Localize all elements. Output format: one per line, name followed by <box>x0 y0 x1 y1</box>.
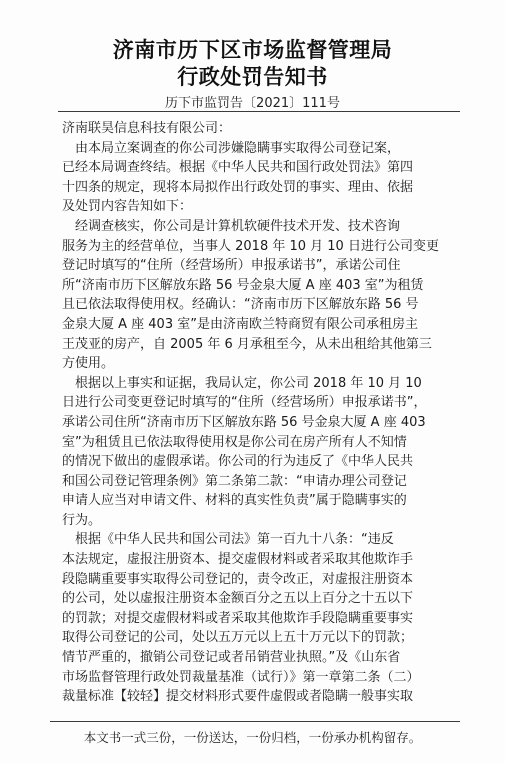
body-line: 所“济南市历下区解放东路 56 号金泉大厦 A 座 403 室”为租赁 <box>62 277 424 293</box>
body-line: 和国公司登记管理条例》第二条第二款：“申请办理公司登记 <box>62 473 407 489</box>
body-line: 根据以上事实和证据，我局认定，你公司 2018 年 10 月 10 <box>62 375 422 391</box>
body-line: 金泉大厦 A 座 403 室”是由济南欧兰特商贸有限公司承租房主 <box>62 316 418 332</box>
notice-body <box>62 119 462 707</box>
body-line: 的罚款；对提交虚假材料或者采取其他欺诈手段隐瞒重要事实 <box>62 610 414 626</box>
body-line: 的情况下做出的虚假承诺。你公司的行为违反了《中华人民共 <box>62 454 414 470</box>
body-line: 日进行公司变更登记时填写的“住所（经营场所）申报承诺书”， <box>62 395 427 411</box>
document-number: 历下市监罚告〔2021〕111号 <box>165 96 340 111</box>
issuing-authority-title: 济南市历下区市场监督管理局 <box>112 37 393 62</box>
body-line: 经调查核实，你公司是计算机软硬件技术开发、技术咨询 <box>62 218 401 234</box>
body-line: 市场监督管理行政处罚裁量基准（试行）》第一章第二条（二） <box>62 669 420 685</box>
body-line: 方使用。 <box>62 356 115 372</box>
footer-divider <box>50 721 460 722</box>
body-line: 根据《中华人民共和国公司法》第一百九十八条：“违反 <box>62 532 394 548</box>
body-line: 登记时填写的“住所（经营场所）申报承诺书”，承诺公司住 <box>62 258 401 274</box>
footer-note: 本文书一式三份，一份送达，一份归档，一份承办机构留存。 <box>83 730 422 745</box>
body-line: 情节严重的，撤销公司登记或者吊销营业执照。”及《山东省 <box>62 650 401 666</box>
body-line: 已经本局调查终结。根据《中华人民共和国行政处罚法》第四 <box>62 160 414 176</box>
body-line: 及处罚内容告知如下： <box>62 199 193 215</box>
body-line: 裁量标准【较轻】提交材料形式要件虚假或者隐瞒一般事实取 <box>62 689 414 705</box>
body-line: 十四条的规定，现将本局拟作出行政处罚的事实、理由、依据 <box>62 179 414 195</box>
body-line: 由本局立案调查的你公司涉嫌隐瞒事实取得公司登记案， <box>62 140 401 156</box>
body-line: 段隐瞒重要事实取得公司登记的，责令改正，对虚报注册资本 <box>62 571 414 587</box>
body-line: 申请人应当对申请文件、材料的真实性负责”属于隐瞒事实的 <box>62 493 407 509</box>
body-line: 行为。 <box>62 512 102 528</box>
body-line: 服务为主的经营单位，当事人 2018 年 10 月 10 日进行公司变更 <box>62 238 439 254</box>
document-type-title: 行政处罚告知书 <box>177 64 328 89</box>
body-line: 室”为租赁且已依法取得使用权是你公司在房产所有人不知情 <box>62 434 407 450</box>
body-line: 且已依法取得使用权。经确认：“济南市历下区解放东路 56 号 <box>62 297 419 313</box>
header-divider <box>58 111 460 112</box>
body-line: 取得公司登记的公司，处以五万元以上五十万元以下的罚款； <box>62 630 414 646</box>
body-line: 本法规定，虚报注册资本、提交虚假材料或者采取其他欺诈手 <box>62 552 414 568</box>
body-line: 承诺公司住所“济南市历下区解放东路 56 号金泉大厦 A 座 403 <box>62 414 426 430</box>
body-line: 济南联昊信息科技有限公司： <box>62 121 232 136</box>
body-line: 的公司，处以虚报注册资本金额百分之五以上百分之十五以下 <box>62 591 414 607</box>
body-line: 王茂亚的房产，自 2005 年 6 月承租至今，从未出租给其他第三 <box>62 336 432 352</box>
